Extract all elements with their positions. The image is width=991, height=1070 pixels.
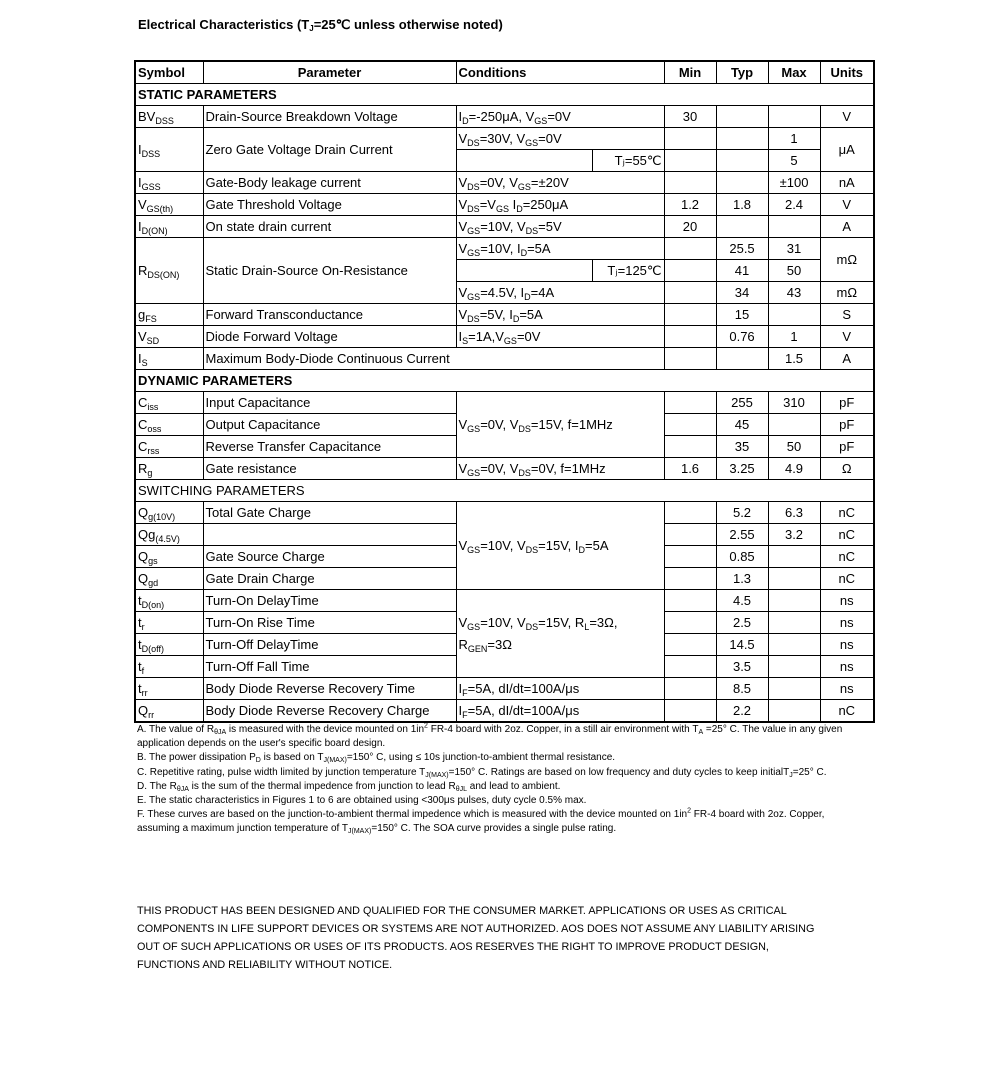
table-row	[135, 326, 874, 348]
max-cell: 6.3	[768, 502, 820, 524]
parameter-cell: Maximum Body-Diode Continuous Current	[203, 348, 664, 370]
unit-cell: V	[820, 194, 874, 216]
conditions-cell: $V_{GS}=0V$, $V_{DS}=0V$, f=1MHz	[456, 458, 664, 480]
max-cell	[768, 612, 820, 634]
symbol-cell: $I_{GSS}$	[135, 172, 203, 194]
parameter-cell: Gate-Body leakage current	[203, 172, 456, 194]
symbol-cell: $I_{D(ON)}$	[135, 216, 203, 238]
disclaimer-line: OUT OF SUCH APPLICATIONS OR USES OF ITS PRODUCTS. AOS RESERVES THE RIGHT TO IMPROVE PRODUCT DESIGN,	[137, 941, 769, 953]
disclaimer-line: FUNCTIONS AND RELIABILITY WITHOUT NOTICE.	[137, 959, 393, 971]
footnote-e: E. The static characteristics in Figures 1 to 6 are obtained using <300μs pulses, duty cycle 0.5% max.	[137, 795, 587, 807]
min-cell	[664, 634, 716, 656]
typ-cell	[716, 216, 768, 238]
typ-cell: 14.5	[716, 634, 768, 656]
max-cell: 1	[768, 326, 820, 348]
parameter-cell: Gate Source Charge	[203, 546, 456, 568]
max-cell: 310	[768, 392, 820, 414]
unit-cell: μA	[820, 128, 874, 172]
max-cell	[768, 216, 820, 238]
table-row	[135, 458, 874, 480]
unit-cell: ns	[820, 612, 874, 634]
symbol-cell: $C_{iss}$	[135, 392, 203, 414]
min-cell: 30	[664, 106, 716, 128]
parameter-cell: Static Drain-Source On-Resistance	[203, 238, 456, 304]
typ-cell: 0.85	[716, 546, 768, 568]
table-row	[135, 304, 874, 326]
max-cell: 4.9	[768, 458, 820, 480]
table-row	[135, 348, 874, 370]
unit-cell: S	[820, 304, 874, 326]
unit-cell: pF	[820, 436, 874, 458]
min-cell	[664, 590, 716, 612]
symbol-cell: $Q_{gd}$	[135, 568, 203, 590]
typ-cell: 34	[716, 282, 768, 304]
footnote-b: B. The power dissipation $P_D$ is based on $T_{J(MAX)}=150^\circ$ C, using ≤ 10s junction-to-ambient thermal resistance.	[137, 752, 616, 765]
symbol-cell: $t_f$	[135, 656, 203, 678]
parameter-cell: Gate resistance	[203, 458, 456, 480]
min-cell	[664, 150, 716, 172]
conditions-cell: $I_S=1A,V_{GS}=0V$	[456, 326, 664, 348]
col-header-symbol: Symbol	[135, 61, 203, 84]
typ-cell: 2.55	[716, 524, 768, 546]
col-header-parameter: Parameter	[203, 61, 456, 84]
max-cell	[768, 546, 820, 568]
unit-cell: A	[820, 216, 874, 238]
section-title-switching: SWITCHING PARAMETERS	[135, 480, 874, 502]
symbol-cell: $t_r$	[135, 612, 203, 634]
parameter-cell: Input Capacitance	[203, 392, 456, 414]
symbol-cell: $Qg_{(4.5V)}$	[135, 524, 203, 546]
max-cell	[768, 656, 820, 678]
max-cell: 1.5	[768, 348, 820, 370]
typ-cell: 25.5	[716, 238, 768, 260]
conditions-cell: $V_{DS}=5V$, $I_D=5A$	[456, 304, 664, 326]
conditions-cell: $V_{GS}=10V$, $I_D=5A$	[456, 238, 664, 260]
min-cell	[664, 612, 716, 634]
conditions-cell	[456, 150, 592, 172]
conditions-cell: $I_F=5A$, dI/dt=100A/μs	[456, 700, 664, 723]
conditions-cell: $V_{DS}=0V$, $V_{GS}=\pm 20V$	[456, 172, 664, 194]
unit-cell: nA	[820, 172, 874, 194]
table-row	[135, 172, 874, 194]
parameter-cell: Turn-On DelayTime	[203, 590, 456, 612]
unit-cell: nC	[820, 524, 874, 546]
symbol-cell: $BV_{DSS}$	[135, 106, 203, 128]
symbol-cell: $t_{rr}$	[135, 678, 203, 700]
max-cell	[768, 106, 820, 128]
disclaimer	[137, 902, 867, 974]
symbol-cell: $C_{oss}$	[135, 414, 203, 436]
parameter-cell: Gate Drain Charge	[203, 568, 456, 590]
min-cell: 1.6	[664, 458, 716, 480]
col-header-min: Min	[664, 61, 716, 84]
symbol-cell: $I_{DSS}$	[135, 128, 203, 172]
conditions-cell: $V_{DS}=30V$, $V_{GS}=0V$	[456, 128, 664, 150]
typ-cell: 35	[716, 436, 768, 458]
max-cell	[768, 700, 820, 723]
unit-cell: nC	[820, 502, 874, 524]
max-cell: 1	[768, 128, 820, 150]
parameter-cell: Body Diode Reverse Recovery Time	[203, 678, 456, 700]
unit-cell: V	[820, 106, 874, 128]
min-cell	[664, 326, 716, 348]
min-cell	[664, 568, 716, 590]
conditions-cell: $V_{GS}=10V$, $V_{DS}=15V$, $R_L=3\Omega$, $R_{GEN}=3\Omega$	[456, 590, 664, 678]
min-cell	[664, 348, 716, 370]
parameter-cell: On state drain current	[203, 216, 456, 238]
min-cell	[664, 238, 716, 260]
typ-cell: 8.5	[716, 678, 768, 700]
conditions-cell: $V_{GS}=4.5V$, $I_D=4A$	[456, 282, 664, 304]
parameter-cell: Turn-On Rise Time	[203, 612, 456, 634]
table-row	[135, 194, 874, 216]
typ-cell	[716, 348, 768, 370]
footnote-f: F. These curves are based on the junction-to-ambient thermal impedence which is measured with the device mounted on $1in^2$ FR-4 board with 2oz. Copper, assuming a maximum junction temperature of $T_{J(MAX)}=150^\circ$ C. The SOA curve provides a single pulse rating.	[137, 807, 825, 836]
max-cell: 31	[768, 238, 820, 260]
table-row	[135, 392, 874, 414]
max-cell	[768, 304, 820, 326]
typ-cell	[716, 128, 768, 150]
max-cell: 50	[768, 436, 820, 458]
conditions-cell: $I_F=5A$, dI/dt=100A/μs	[456, 678, 664, 700]
unit-cell: ns	[820, 656, 874, 678]
conditions-cell	[456, 260, 592, 282]
typ-cell: 1.3	[716, 568, 768, 590]
symbol-cell: $C_{rss}$	[135, 436, 203, 458]
section-title-static: STATIC PARAMETERS	[135, 84, 874, 106]
unit-cell: mΩ	[820, 282, 874, 304]
min-cell	[664, 502, 716, 524]
table-row	[135, 700, 874, 723]
symbol-cell: $Q_{rr}$	[135, 700, 203, 723]
col-header-typ: Typ	[716, 61, 768, 84]
typ-cell: 3.5	[716, 656, 768, 678]
min-cell	[664, 282, 716, 304]
temperature-condition-cell: Tⱼ=125℃	[592, 260, 664, 282]
symbol-cell: $Q_{gs}$	[135, 546, 203, 568]
typ-cell: 3.25	[716, 458, 768, 480]
min-cell	[664, 304, 716, 326]
max-cell: 43	[768, 282, 820, 304]
typ-cell: 15	[716, 304, 768, 326]
min-cell	[664, 524, 716, 546]
min-cell	[664, 546, 716, 568]
section-row-switching	[135, 480, 874, 502]
max-cell	[768, 678, 820, 700]
typ-cell: 41	[716, 260, 768, 282]
conditions-cell: $V_{GS}=0V$, $V_{DS}=15V$, f=1MHz	[456, 392, 664, 458]
symbol-cell: $Q_{g(10V)}$	[135, 502, 203, 524]
unit-cell: mΩ	[820, 238, 874, 282]
footnote-d: D. The $R_{\theta JA}$ is the sum of the thermal impedence from junction to lead $R_{\theta JL}$ and lead to ambient.	[137, 780, 561, 793]
parameter-cell: Turn-Off DelayTime	[203, 634, 456, 656]
unit-cell: Ω	[820, 458, 874, 480]
col-header-max: Max	[768, 61, 820, 84]
footnote-c: C. Repetitive rating, pulse width limited by junction temperature $T_{J(MAX)}=150^\circ$ C. Ratings are based on low frequency and duty cycles to keep initialT$_J$=25° C.	[137, 766, 827, 779]
table-row	[135, 238, 874, 260]
typ-cell: 2.2	[716, 700, 768, 723]
table-row	[135, 590, 874, 612]
col-header-units: Units	[820, 61, 874, 84]
min-cell: 20	[664, 216, 716, 238]
table-row	[135, 216, 874, 238]
typ-cell: 0.76	[716, 326, 768, 348]
conditions-cell: $I_D=-250\mu A$, $V_{GS}=0V$	[456, 106, 664, 128]
max-cell: 5	[768, 150, 820, 172]
disclaimer-line: COMPONENTS IN LIFE SUPPORT DEVICES OR SYSTEMS ARE NOT AUTHORIZED. AOS DOES NOT ASSUME ANY LIABILITY ARISING	[137, 923, 815, 935]
max-cell	[768, 568, 820, 590]
table-row	[135, 502, 874, 524]
parameter-cell: Reverse Transfer Capacitance	[203, 436, 456, 458]
min-cell	[664, 678, 716, 700]
section-title-dynamic: DYNAMIC PARAMETERS	[135, 370, 874, 392]
typ-cell	[716, 172, 768, 194]
symbol-cell: $V_{GS(th)}$	[135, 194, 203, 216]
max-cell: 3.2	[768, 524, 820, 546]
min-cell	[664, 128, 716, 150]
unit-cell: A	[820, 348, 874, 370]
conditions-cell: $V_{GS}=10V$, $V_{DS}=15V$, $I_D=5A$	[456, 502, 664, 590]
symbol-cell: $R_{DS(ON)}$	[135, 238, 203, 304]
min-cell	[664, 656, 716, 678]
parameter-cell: Output Capacitance	[203, 414, 456, 436]
table-header-row	[135, 61, 874, 84]
unit-cell: pF	[820, 392, 874, 414]
typ-cell: 1.8	[716, 194, 768, 216]
symbol-cell: $R_g$	[135, 458, 203, 480]
unit-cell: pF	[820, 414, 874, 436]
typ-cell: 45	[716, 414, 768, 436]
min-cell	[664, 260, 716, 282]
unit-cell: nC	[820, 700, 874, 723]
parameter-cell: Zero Gate Voltage Drain Current	[203, 128, 456, 172]
parameter-cell	[203, 524, 456, 546]
min-cell	[664, 414, 716, 436]
parameter-cell: Body Diode Reverse Recovery Charge	[203, 700, 456, 723]
symbol-cell: $I_S$	[135, 348, 203, 370]
unit-cell: nC	[820, 568, 874, 590]
max-cell: 50	[768, 260, 820, 282]
parameter-cell: Turn-Off Fall Time	[203, 656, 456, 678]
footnote-a: A. The value of $R_{\theta JA}$ is measured with the device mounted on $1in^2$ FR-4 board with 2oz. Copper, in a still air environment with $T_A =25^\circ$ C. The value in any given application depends on the user's specific board design.	[137, 722, 843, 750]
parameter-cell: Forward Transconductance	[203, 304, 456, 326]
page-title: Electrical Characteristics ($T_J=25℃$ unless otherwise noted)	[138, 17, 503, 33]
parameter-cell: Diode Forward Voltage	[203, 326, 456, 348]
typ-cell: 5.2	[716, 502, 768, 524]
max-cell: ±100	[768, 172, 820, 194]
symbol-cell: $t_{D(on)}$	[135, 590, 203, 612]
symbol-cell: $t_{D(off)}$	[135, 634, 203, 656]
typ-cell: 2.5	[716, 612, 768, 634]
unit-cell: ns	[820, 678, 874, 700]
col-header-conditions: Conditions	[456, 61, 664, 84]
electrical-characteristics-table	[134, 60, 875, 723]
min-cell: 1.2	[664, 194, 716, 216]
disclaimer-line: THIS PRODUCT HAS BEEN DESIGNED AND QUALIFIED FOR THE CONSUMER MARKET. APPLICATIONS OR USES AS CRITICAL	[137, 905, 787, 917]
min-cell	[664, 436, 716, 458]
conditions-cell: $V_{DS}=V_{GS}$ $I_D=250\mu A$	[456, 194, 664, 216]
parameter-cell: Drain-Source Breakdown Voltage	[203, 106, 456, 128]
parameter-cell: Gate Threshold Voltage	[203, 194, 456, 216]
table-row	[135, 128, 874, 150]
unit-cell: V	[820, 326, 874, 348]
typ-cell	[716, 150, 768, 172]
unit-cell: ns	[820, 590, 874, 612]
max-cell: 2.4	[768, 194, 820, 216]
footnotes	[137, 723, 867, 837]
conditions-cell: $V_{GS}=10V$, $V_{DS}=5V$	[456, 216, 664, 238]
unit-cell: ns	[820, 634, 874, 656]
min-cell	[664, 700, 716, 723]
table-row	[135, 106, 874, 128]
table-row	[135, 678, 874, 700]
typ-cell: 255	[716, 392, 768, 414]
max-cell	[768, 634, 820, 656]
unit-cell: nC	[820, 546, 874, 568]
typ-cell: 4.5	[716, 590, 768, 612]
min-cell	[664, 392, 716, 414]
section-row-dynamic	[135, 370, 874, 392]
section-row-static	[135, 84, 874, 106]
min-cell	[664, 172, 716, 194]
symbol-cell: $V_{SD}$	[135, 326, 203, 348]
symbol-cell: $g_{FS}$	[135, 304, 203, 326]
temperature-condition-cell: Tⱼ=55℃	[592, 150, 664, 172]
max-cell	[768, 414, 820, 436]
typ-cell	[716, 106, 768, 128]
parameter-cell: Total Gate Charge	[203, 502, 456, 524]
max-cell	[768, 590, 820, 612]
